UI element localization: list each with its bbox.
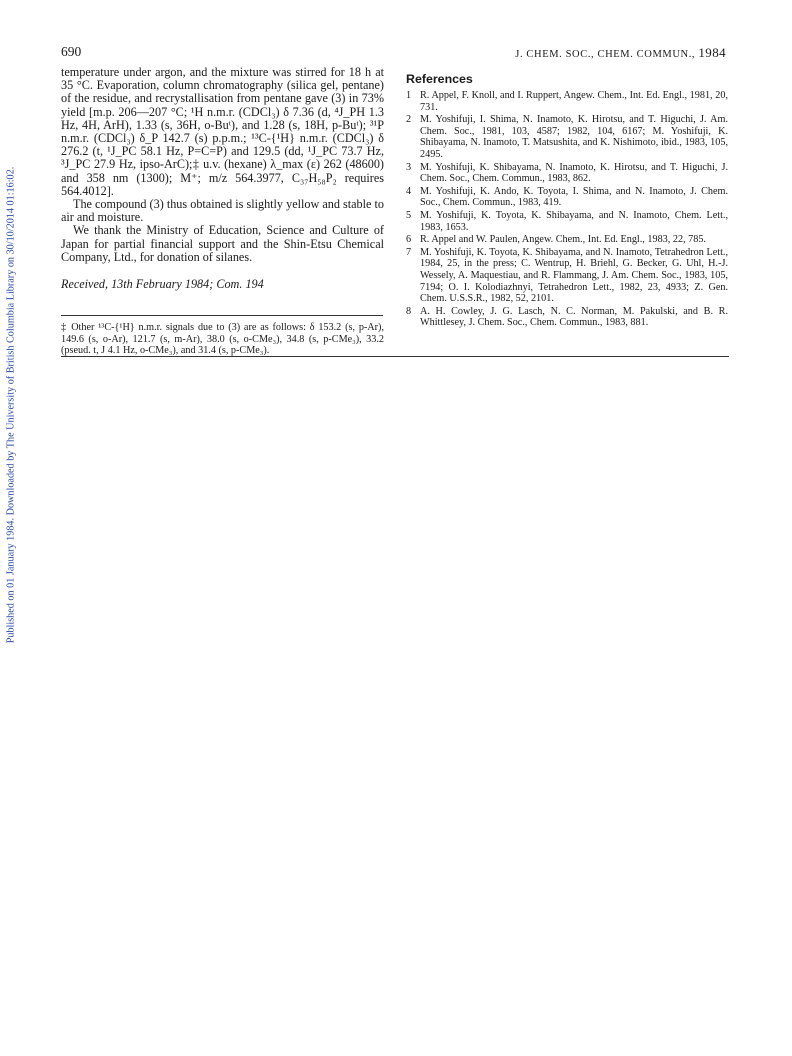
reference-number: 8 <box>406 305 412 317</box>
reference-text: M. Yoshifuji, K. Shibayama, N. Inamoto, K. Hirotsu, and T. Higuchi, J. Chem. Soc., Chem. Commun., 1983, 862. <box>420 161 728 185</box>
reference-item <box>406 162 728 185</box>
running-head <box>515 45 726 61</box>
journal-name: J. CHEM. SOC., CHEM. COMMUN., <box>515 49 696 60</box>
download-watermark <box>3 150 19 660</box>
reference-number: 2 <box>406 114 412 126</box>
reference-item <box>406 90 728 113</box>
footnote-divider <box>61 315 383 316</box>
paragraph-acknowledgement: We thank the Ministry of Education, Science and Culture of Japan for partial financial support and the Shin-Etsu Chemical Company, Ltd., for donation of silanes. <box>61 223 384 264</box>
journal-year: 1984 <box>698 45 726 60</box>
reference-text: M. Yoshifuji, K. Toyota, K. Shibayama, and N. Inamoto, Tetrahedron Lett., 1984, 25, in the press; C. Wentrup, H. Briehl, G. Becker, G. Uhl, H.-J. Wessely, A. Maquestiau, and R. Flammang, J. Am. Chem. Soc., 1983, 105, 7194; O. I. Kolodiazhnyi, Tetrahedron Lett., 1982, 23, 4933; Z. Gen. Chem. U.S.S.R., 1982, 52, 2101. <box>420 246 728 305</box>
references-heading: References <box>406 72 473 86</box>
reference-item <box>406 186 728 209</box>
reference-text: M. Yoshifuji, I. Shima, N. Inamoto, K. Hirotsu, and T. Higuchi, J. Am. Chem. Soc., 1981, 103, 4587; 1982, 104, 6167; M. Yoshifuji, K. Shibayama, N. Inamoto, T. Matsushita, and K. Nishimoto, ibid., 1983, 105, 2495. <box>420 114 728 160</box>
reference-item <box>406 210 728 233</box>
reference-number: 4 <box>406 185 412 197</box>
page-number: 690 <box>61 44 82 59</box>
reference-item <box>406 234 728 246</box>
paragraph-experimental: temperature under argon, and the mixture was stirred for 18 h at 35 °C. Evaporation, column chromatography (silica gel, pentane) of the residue, and recrystallisation from pentane gave (3) in 73% yield [m.p. 206—207 °C; ¹H n.m.r. (CDCl₃) δ 7.36 (d, ⁴J_PH 1.3 Hz, 4H, ArH), 1.33 (s, 36H, o-Buᵗ), and 1.28 (s, 18H, p-Buᵗ); ³¹P n.m.r. (CDCl₃) δ_P 142.7 (s) p.p.m.; ¹³C-{¹H} n.m.r. (CDCl₃) δ 276.2 (t, ¹J_PC 58.1 Hz, P=C=P) and 129.5 (dd, ¹J_PC 73.7 Hz, ³J_PC 27.9 Hz, ipso-ArC);‡ u.v. (hexane) λ_max (ε) 262 (48600) and 358 nm (1300); M⁺; m/z 564.3977, C₃₇H₅₈P₂ requires 564.4012]. <box>61 65 384 198</box>
reference-item <box>406 306 728 329</box>
footnote: ‡ Other ¹³C-{¹H} n.m.r. signals due to (3) are as follows: δ 153.2 (s, p-Ar), 149.6 (s, o-Ar), 121.7 (s, m-Ar), 38.0 (s, o-CMe₃), 34.8 (s, p-CMe₃), 33.2 (pseud. t, J 4.1 Hz, o-CMe₃), and 31.4 (s, p-CMe₃). <box>61 322 384 357</box>
main-text-column <box>61 66 384 291</box>
references-column <box>406 72 728 330</box>
reference-number: 7 <box>406 246 412 258</box>
reference-text: M. Yoshifuji, K. Ando, K. Toyota, I. Shima, and N. Inamoto, J. Chem. Soc., Chem. Commun., 1983, 419. <box>420 185 728 209</box>
reference-number: 3 <box>406 161 412 173</box>
reference-number: 1 <box>406 90 412 101</box>
reference-text: R. Appel and W. Paulen, Angew. Chem., Int. Ed. Engl., 1983, 22, 785. <box>420 234 706 246</box>
download-watermark-text: Published on 01 January 1984. Downloaded by The University of British Columbia Library on 30/10/2014 01:16:02. <box>5 166 17 644</box>
reference-item <box>406 114 728 160</box>
received-line: Received, 13th February 1984; Com. 194 <box>61 277 264 292</box>
reference-list <box>406 90 728 329</box>
reference-number: 5 <box>406 209 412 221</box>
page-end-rule <box>61 356 729 357</box>
reference-text: M. Yoshifuji, K. Toyota, K. Shibayama, and N. Inamoto, Chem. Lett., 1983, 1653. <box>420 209 728 233</box>
reference-text: A. H. Cowley, J. G. Lasch, N. C. Norman, M. Pakulski, and B. R. Whittlesey, J. Chem. Soc., Chem. Commun., 1983, 881. <box>420 305 728 329</box>
reference-number: 6 <box>406 234 412 246</box>
paragraph-stability: The compound (3) thus obtained is slightly yellow and stable to air and moisture. <box>61 197 384 225</box>
reference-item <box>406 247 728 305</box>
reference-text: R. Appel, F. Knoll, and I. Ruppert, Angew. Chem., Int. Ed. Engl., 1981, 20, 731. <box>420 90 728 113</box>
